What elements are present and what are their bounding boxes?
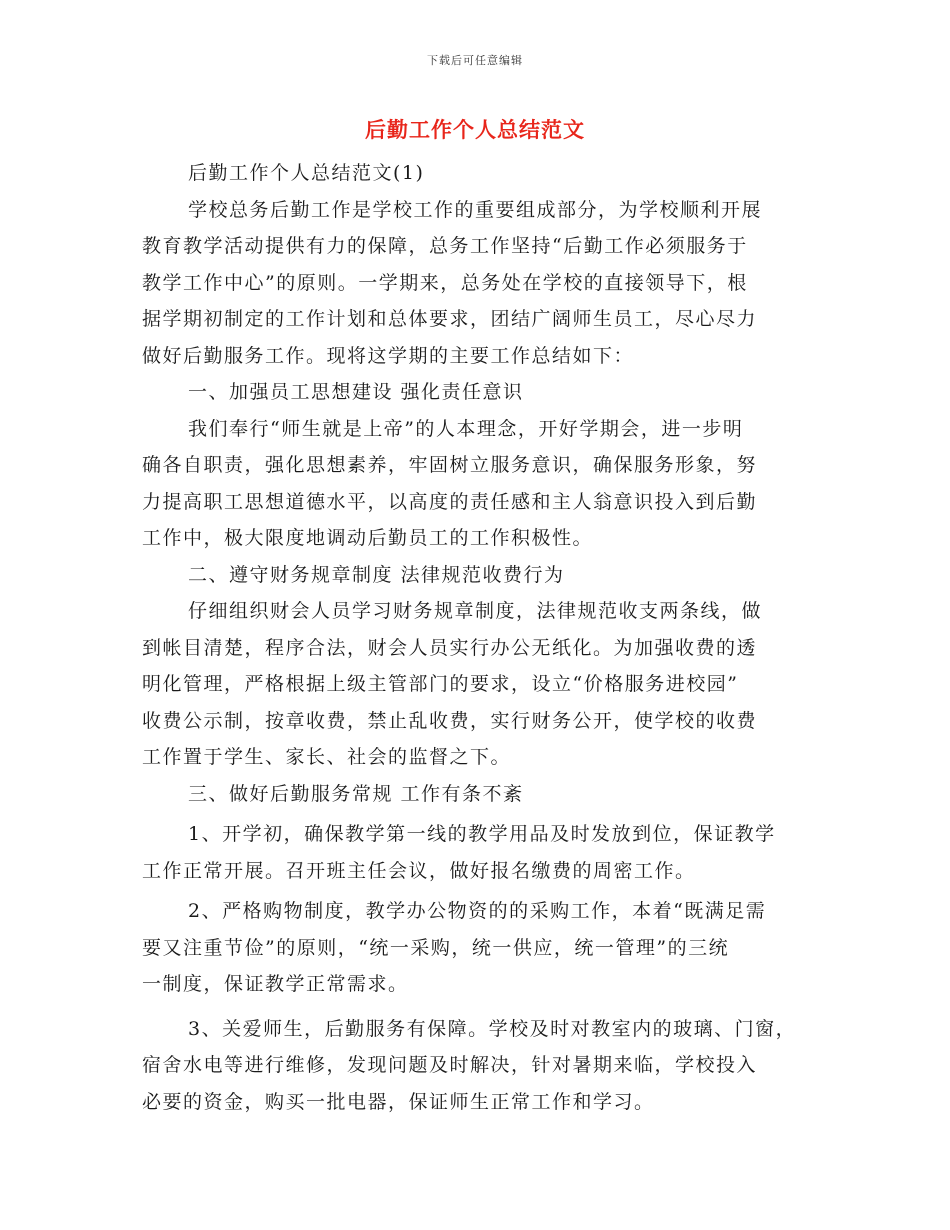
document-body [142,158,810,1123]
paragraph-line: 1、开学初，确保教学第一线的教学用品及时发放到位，保证教学 [188,823,776,845]
section-heading: 一、加强员工思想建设 强化责任意识 [188,381,524,403]
paragraph-line: 2、严格购物制度，教学办公物资的的采购工作，本着“既满足需 [188,900,767,922]
paragraph-line: 宿舍水电等进行维修，发现问题及时解决，针对暑期来临，学校投入 [142,1054,758,1076]
section-heading: 三、做好后勤服务常规 工作有条不紊 [188,782,524,805]
paragraph-line: 要又注重节俭”的原则，“统一采购，统一供应，统一管理”的三统 [142,936,730,959]
paragraph-line: 仔细组织财会人员学习财务规章制度，法律规范收支两条线，做 [188,600,763,622]
paragraph-line: 学校总务后勤工作是学校工作的重要组成部分，为学校顺利开展 [188,198,763,221]
paragraph-line: 确各自职责，强化思想素养，牢固树立服务意识，确保服务形象，努 [142,454,758,476]
document-title: 后勤工作个人总结范文 [365,117,585,142]
paragraph-line: 工作置于学生、家长、社会的监督之下。 [142,746,512,768]
paragraph-line: 我们奉行“师生就是上帝”的人本理念，开好学期会，进一步明 [188,417,744,440]
paragraph-line: 工作中，极大限度地调动后勤员工的工作积极性。 [142,527,594,549]
subtitle-line: 后勤工作个人总结范文(1) [188,162,425,184]
paragraph-line: 教学工作中心”的原则。一学期来，总务处在学校的直接领导下，根 [142,271,748,294]
paragraph-line: 3、关爱师生，后勤服务有保障。学校及时对教室内的玻璃、门窗， [188,1017,797,1040]
paragraph-line: 收费公示制，按章收费，禁止乱收费，实行财务公开，使学校的收费 [142,709,758,732]
paragraph-line: 力提高职工思想道德水平，以高度的责任感和主人翁意识投入到后勤 [142,490,758,513]
paragraph-line: 一制度，保证教学正常需求。 [142,973,409,995]
paragraph-line: 必要的资金，购买一批电器，保证师生正常工作和学习。 [142,1090,655,1113]
paragraph-line: 据学期初制定的工作计划和总体要求，团结广阔师生员工，尽心尽力 [142,308,758,330]
paragraph-line: 做好后勤服务工作。现将这学期的主要工作总结如下： [142,344,635,367]
paragraph-line: 教育教学活动提供有力的保障，总务工作坚持“后勤工作必须服务于 [142,235,748,257]
paragraph-line: 工作正常开展。召开班主任会议，做好报名缴费的周密工作。 [142,859,696,882]
header-note: 下载后可任意编辑 [427,54,523,67]
paragraph-line: 明化管理，严格根据上级主管部门的要求，设立“价格服务进校园” [142,673,739,695]
section-heading: 二、遵守财务规章制度 法律规范收费行为 [188,563,565,586]
paragraph-line: 到帐目清楚，程序合法，财会人员实行办公无纸化。为加强收费的透 [142,636,758,659]
